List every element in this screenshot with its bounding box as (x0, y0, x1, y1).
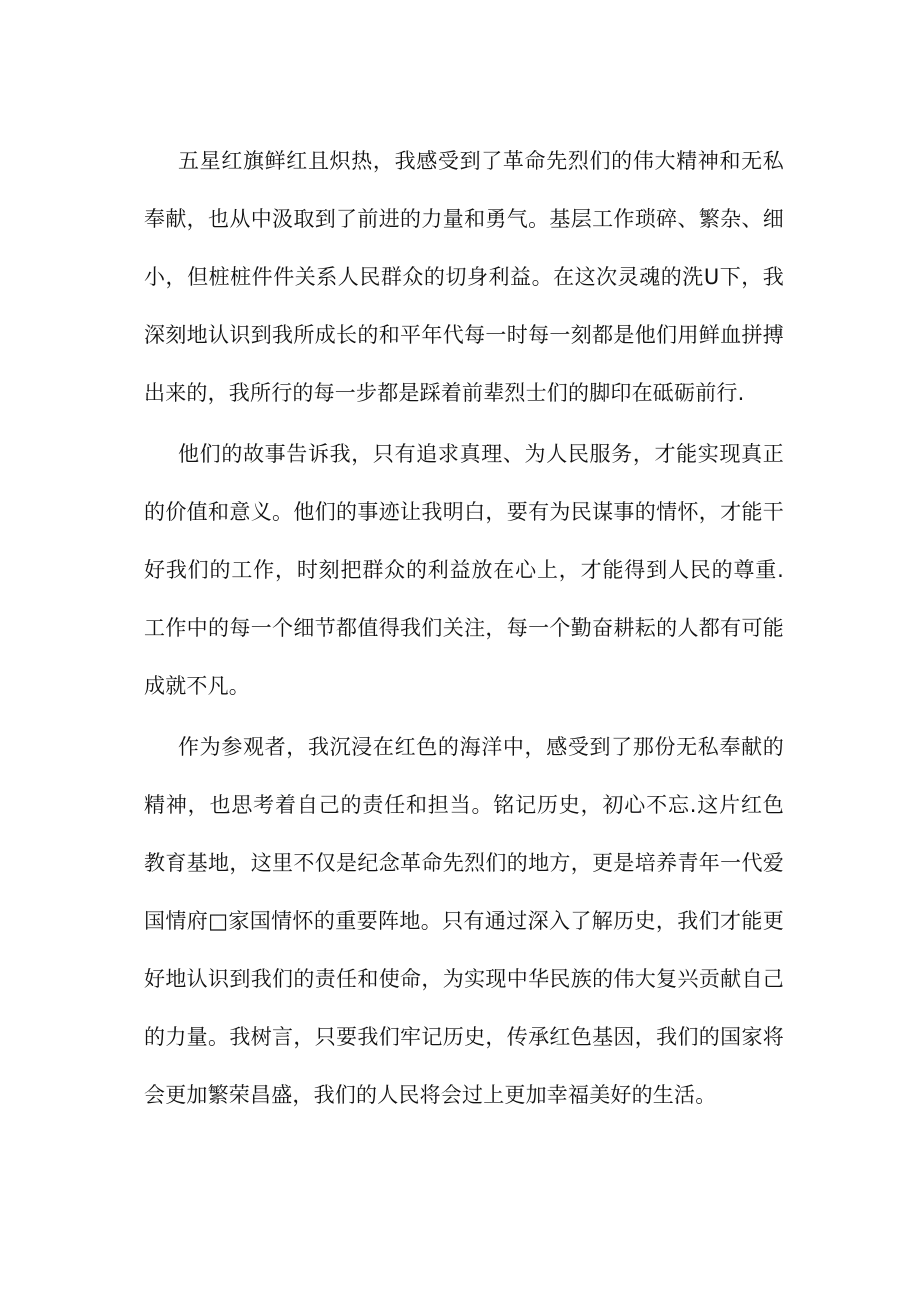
paragraph-1: 五星红旗鲜红且炽热，我感受到了革命先烈们的伟大精神和无私奉献，也从中汲取到了前进的力量和勇气。基层工作琐碎、繁杂、细小，但桩桩件件关系人民群众的切身利益。在这次灵魂的洗U下，我深刻地认识到我所成长的和平年代每一时每一刻都是他们用鲜血拼搏出来的，我所行的每一步都是踩着前辈烈士们的脚印在砥砺前行. (144, 149, 784, 405)
document-body (144, 132, 784, 1127)
paragraph-3: 作为参观者，我沉浸在红色的海洋中，感受到了那份无私奉献的精神，也思考着自己的责任和担当。铭记历史，初心不忘.这片红色教育基地，这里不仅是纪念革命先烈们的地方，更是培养青年一代爱国情府□家国情怀的重要阵地。只有通过深入了解历史，我们才能更好地认识到我们的责任和使命，为实现中华民族的伟大复兴贡献自己的力量。我树言，只要我们牢记历史，传承红色基因，我们的国家将会更加繁荣昌盛，我们的人民将会过上更加幸福美好的生活。 (144, 735, 784, 1107)
paragraph-2: 他们的故事告诉我，只有追求真理、为人民服务，才能实现真正的价值和意义。他们的事迹让我明白，要有为民谋事的情怀，才能干好我们的工作，时刻把群众的利益放在心上，才能得到人民的尊重.工作中的每一个细节都值得我们关注，每一个勤奋耕耘的人都有可能成就不凡。 (144, 442, 784, 698)
